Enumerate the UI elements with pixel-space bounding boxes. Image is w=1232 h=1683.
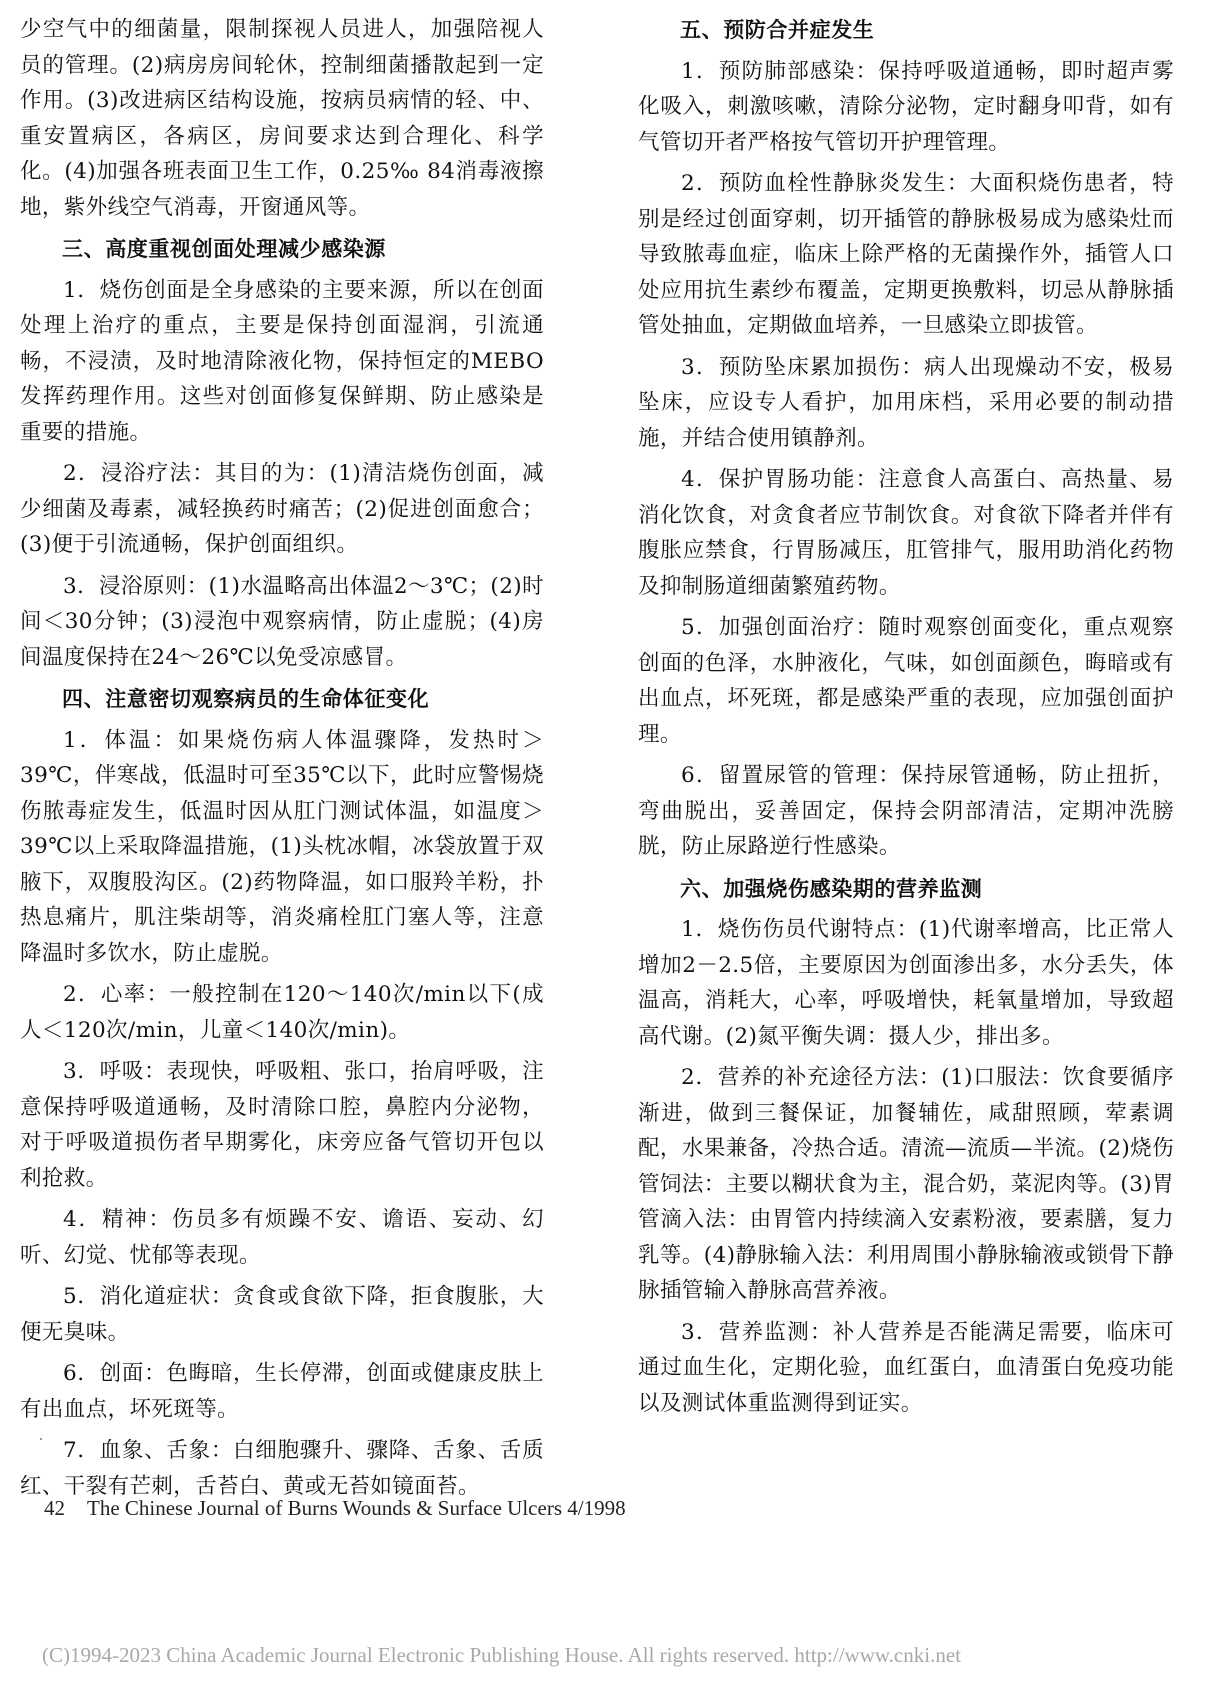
paragraph: 1．烧伤创面是全身感染的主要来源，所以在创面处理上治疗的重点，主要是保持创面湿润，引流通畅，不浸渍，及时地清除液化物，保持恒定的MEBO发挥药理作用。这些对创面修复保鲜期、防止感染是重要的措施。 [20,277,544,445]
paragraph: 2．预防血栓性静脉炎发生：大面积烧伤患者，特别是经过创面穿刺，切开插管的静脉极易成为感染灶而导致脓毒血症，临床上除严格的无菌操作外，插管人口处应用抗生素纱布覆盖，定期更换敷料，切忌从静脉插管处抽血，定期做血培养，一旦感染立即拔管。 [638,171,1174,338]
stray-mark [40,1438,42,1440]
page-number: 42 [44,1496,65,1520]
page-footer [44,1496,626,1521]
section-heading: 三、高度重视创面处理减少感染源 [62,236,386,261]
paragraph: 2．浸浴疗法：其目的为：(1)清洁烧伤创面，减少细菌及毒素，减轻换药时痛苦；(2)促进创面愈合；(3)便于引流通畅，保护创面组织。 [20,461,544,557]
paragraph: 3．呼吸：表现快，呼吸粗、张口，抬肩呼吸，注意保持呼吸道通畅，及时清除口腔，鼻腔内分泌物，对于呼吸道损伤者早期雾化，床旁应备气管切开包以利抢救。 [20,1059,544,1191]
section-heading: 五、预防合并症发生 [680,17,875,42]
journal-citation: The Chinese Journal of Burns Wounds & Surface Ulcers 4/1998 [87,1496,626,1520]
paragraph: 5．加强创面治疗：随时观察创面变化，重点观察创面的色泽，水肿液化，气味，如创面颜色，晦暗或有出血点，坏死斑，都是感染严重的表现，应加强创面护理。 [638,615,1174,747]
paragraph: 1．预防肺部感染：保持呼吸道通畅，即时超声雾化吸入，刺激咳嗽，清除分泌物，定时翻身叩背，如有气管切开者严格按气管切开护理管理。 [638,58,1174,155]
paragraph-continuation: 少空气中的细菌量，限制探视人员进人，加强陪视人员的管理。(2)病房房间轮休，控制细菌播散起到一定作用。(3)改进病区结构设施，按病员病情的轻、中、重安置病区，各病区，房间要求达到合理化、科学化。(4)加强各班表面卫生工作，0.25‰ 84消毒液擦地，紫外线空气消毒，开窗通风等。 [20,17,544,220]
paragraph: 3．预防坠床累加损伤：病人出现燥动不安，极易坠床，应设专人看护，加用床档，采用必要的制动措施，并结合使用镇静剂。 [638,354,1174,451]
paragraph: 4．保护胃肠功能：注意食人高蛋白、高热量、易消化饮食，对贪食者应节制饮食。对食欲下降者并伴有腹胀应禁食，行胃肠减压，肛管排气，服用助消化药物及抑制肠道细菌繁殖药物。 [638,467,1174,599]
paragraph: 1．体温：如果烧伤病人体温骤降，发热时＞39℃，伴寒战，低温时可至35℃以下，此时应警惕烧伤脓毒症发生，低温时因从肛门测试体温，如温度＞39℃以上采取降温措施，(1)头枕冰帽，冰袋放置于双腋下，双腹股沟区。(2)药物降温，如口服羚羊粉，扑热息痛片，肌注柴胡等，消炎痛栓肛门塞人等，注意降温时多饮水，防止虚脱。 [20,727,544,966]
right-column [638,12,1174,1427]
paragraph: 6．留置尿管的管理：保持尿管通畅，防止扭折，弯曲脱出，妥善固定，保持会阴部清洁，定期冲洗膀胱，防止尿路逆行性感染。 [638,763,1174,859]
paragraph: 2．心率：一般控制在120～140次/min以下(成人＜120次/min，儿童＜140次/min)。 [20,982,544,1043]
paragraph: 3．浸浴原则：(1)水温略高出体温2～3℃；(2)时间＜30分钟；(3)浸泡中观察病情，防止虚脱；(4)房间温度保持在24～26℃以免受凉感冒。 [20,573,544,670]
paragraph: 5．消化道症状：贪食或食欲下降，拒食腹胀，大便无臭味。 [20,1284,544,1345]
paragraph: 3．营养监测：补人营养是否能满足需要，临床可通过血生化，定期化验，血红蛋白，血清蛋白免疫功能以及测试体重监测得到证实。 [638,1319,1174,1416]
paragraph: 2．营养的补充途径方法：(1)口服法：饮食要循序渐进，做到三餐保证，加餐辅佐，咸甜照顾，荤素调配，水果兼备，冷热合适。清流—流质—半流。(2)烧伤管饲法：主要以糊状食为主，混合奶，菜泥肉等。(3)胃管滴入法：由胃管内持续滴入安素粉液，要素膳，复力乳等。(4)静脉输入法：利用周围小静脉输液或锁骨下静脉插管输入静脉高营养液。 [638,1065,1174,1303]
left-column [20,12,544,1510]
paragraph: 7．血象、舌象：白细胞骤升、骤降、舌象、舌质红、干裂有芒刺，舌苔白、黄或无苔如镜面苔。 [20,1438,544,1499]
paragraph: 1．烧伤伤员代谢特点：(1)代谢率增高，比正常人增加2－2.5倍，主要原因为创面渗出多，水分丢失，体温高，消耗大，心率，呼吸增快，耗氧量增加，导致超高代谢。(2)氮平衡失调：摄人少，排出多。 [638,917,1174,1049]
section-heading: 四、注意密切观察病员的生命体征变化 [62,686,430,711]
paragraph: 4．精神：伤员多有烦躁不安、谵语、妄动、幻听、幻觉、忧郁等表现。 [20,1207,544,1268]
copyright-notice: (C)1994-2023 China Academic Journal Electronic Publishing House. All rights reserved. http://www.cnki.net [42,1643,961,1667]
paragraph: 6．创面：色晦暗，生长停滞，创面或健康皮肤上有出血点，坏死斑等。 [20,1361,544,1422]
section-heading: 六、加强烧伤感染期的营养监测 [680,875,983,901]
